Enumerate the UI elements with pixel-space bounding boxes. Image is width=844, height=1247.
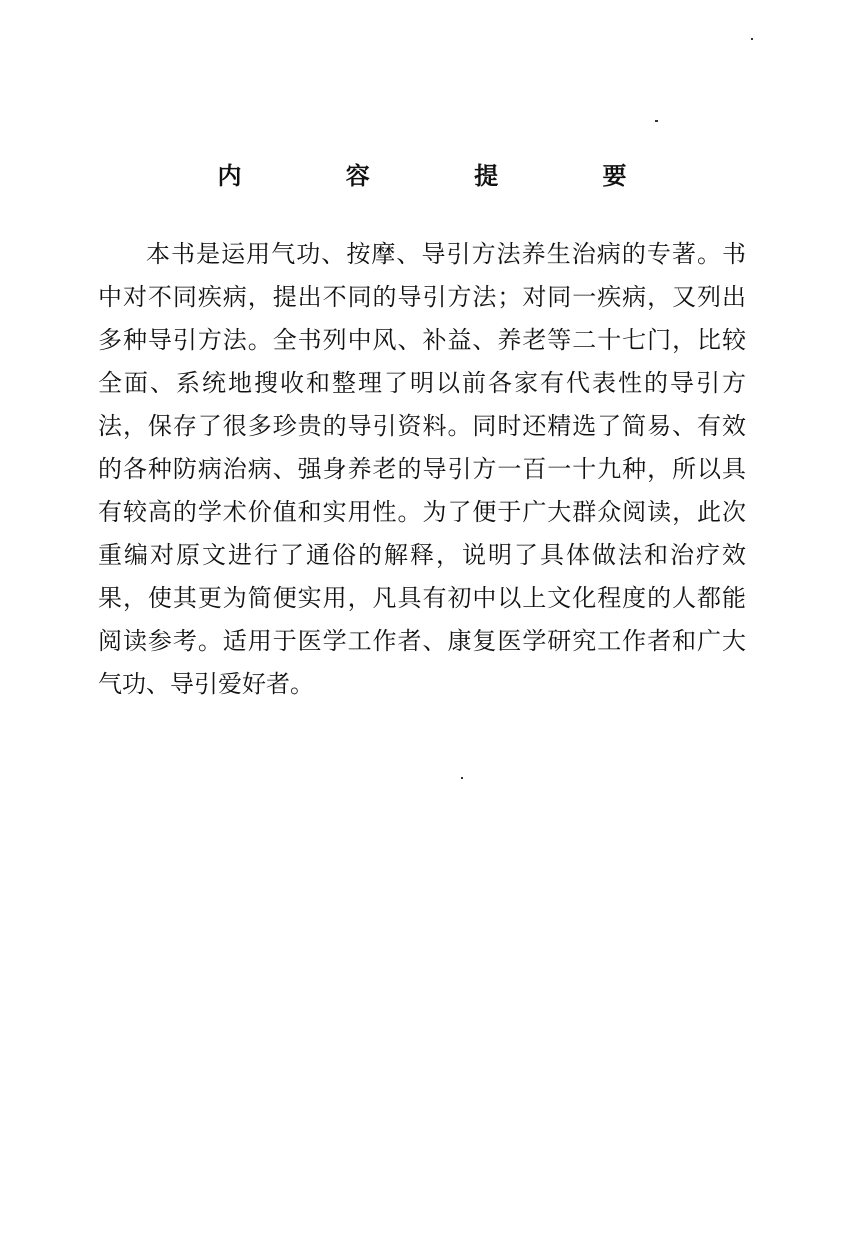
paragraph-line: 多种导引方法。全书列中风、补益、养老等二十七门，比较 bbox=[98, 326, 746, 354]
summary-paragraph bbox=[98, 233, 746, 706]
scan-speck bbox=[655, 120, 658, 122]
scan-speck bbox=[461, 777, 463, 779]
paragraph-line: 本书是运用气功、按摩、导引方法养生治病的专著。书 bbox=[146, 240, 746, 268]
page-title: 内 容 提 要 bbox=[217, 162, 675, 190]
paragraph-line: 有较高的学术价值和实用性。为了便于广大群众阅读，此次 bbox=[98, 498, 746, 526]
paragraph-line: 果，使其更为简便实用，凡具有初中以上文化程度的人都能 bbox=[98, 584, 746, 612]
paragraph-line: 法，保存了很多珍贵的导引资料。同时还精选了简易、有效 bbox=[98, 412, 746, 440]
paragraph-line: 气功、导引爱好者。 bbox=[98, 670, 314, 698]
paragraph-line: 的各种防病治病、强身养老的导引方一百一十九种，所以具 bbox=[98, 455, 746, 483]
paragraph-line: 阅读参考。适用于医学工作者、康复医学研究工作者和广大 bbox=[98, 627, 746, 655]
scan-speck bbox=[751, 38, 753, 40]
paragraph-line: 重编对原文进行了通俗的解释，说明了具体做法和治疗效 bbox=[98, 541, 746, 569]
paragraph-line: 中对不同疾病，提出不同的导引方法；对同一疾病，又列出 bbox=[98, 283, 746, 311]
paragraph-line: 全面、系统地搜收和整理了明以前各家有代表性的导引方 bbox=[98, 369, 746, 397]
